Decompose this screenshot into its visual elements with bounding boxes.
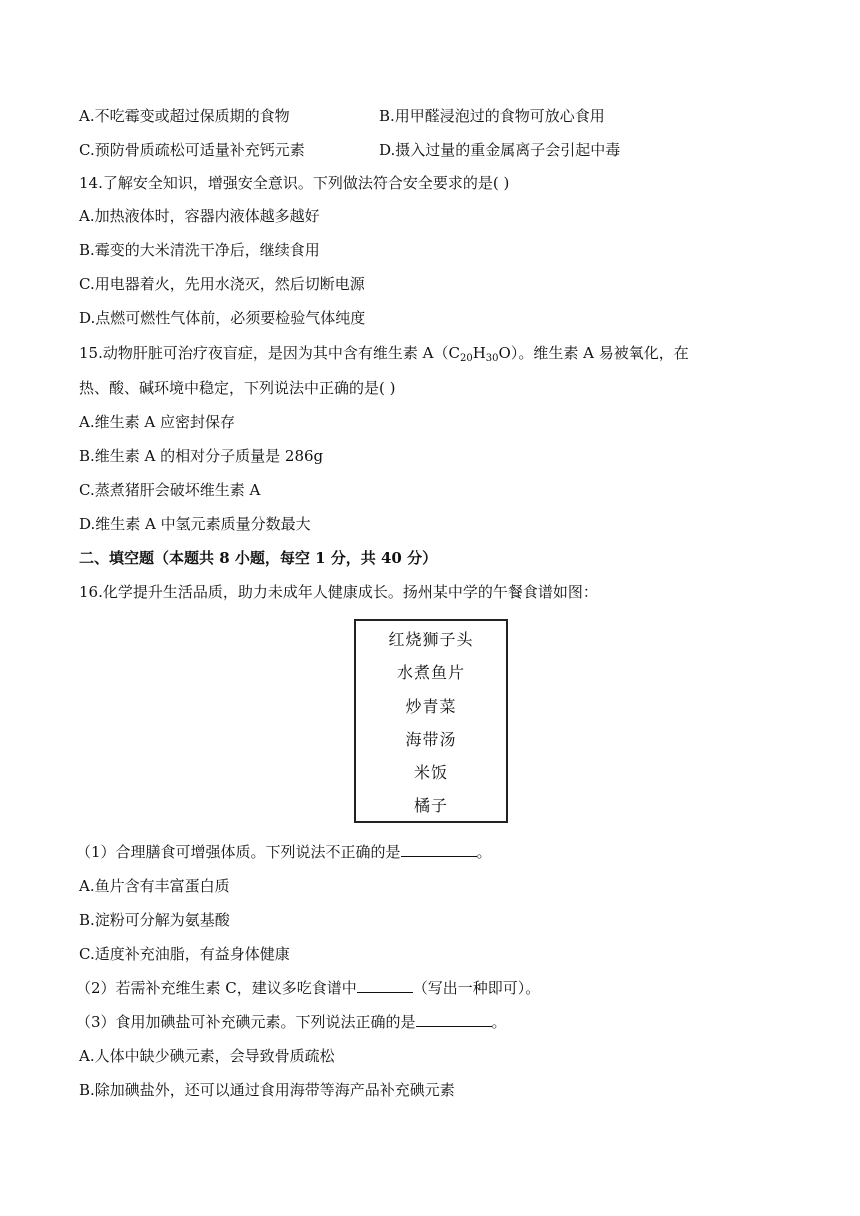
section-title-fill-in: 二、填空题（本题共 8 小题，每空 1 分，共 40 分） [79,549,438,567]
q16-part3 [76,1012,507,1032]
formula-c-subscript: 20 [459,353,473,364]
q15-option-b: B.维生素 A 的相对分子质量是 286g [79,447,324,465]
q14-option-c: C.用电器着火，先用水浇灭，然后切断电源 [79,275,365,293]
q16-part1-option-b: B.淀粉可分解为氨基酸 [79,911,230,929]
q13-option-d: D.摄入过量的重金属离子会引起中毒 [379,141,621,159]
q16-part1 [76,842,492,862]
formula-h-subscript: 30 [485,353,499,364]
menu-item: 海带汤 [405,730,457,749]
q16-part1-end: 。 [476,843,492,861]
formula-c: C [448,344,460,362]
q16-part2 [76,978,540,998]
q15-option-d: D.维生素 A 中氢元素质量分数最大 [79,515,311,533]
q16-part1-option-c: C.适度补充油脂，有益身体健康 [79,945,290,963]
q14-option-b: B.霉变的大米清洗干净后，继续食用 [79,241,320,259]
answer-blank[interactable] [357,978,413,993]
q15-option-c: C.蒸煮猪肝会破坏维生素 A [79,481,261,499]
q16-part2-text: （2）若需补充维生素 C，建议多吃食谱中 [76,979,357,997]
q16-part3-option-a: A.人体中缺少碘元素，会导致骨质疏松 [79,1047,335,1065]
menu-item: 炒青菜 [405,697,457,716]
lunch-menu-box [354,619,508,823]
q15-stem-pre: 15.动物肝脏可治疗夜盲症，是因为其中含有维生素 A（ [79,344,449,362]
menu-item: 橘子 [413,796,448,815]
menu-item: 水煮鱼片 [396,663,465,682]
q16-part3-option-b: B.除加碘盐外，还可以通过食用海带等海产品补充碘元素 [79,1081,455,1099]
q15-option-a: A.维生素 A 应密封保存 [79,413,235,431]
q16-part1-option-a: A.鱼片含有丰富蛋白质 [79,877,230,895]
q16-part2-end: （写出一种即可）。 [412,979,541,997]
menu-item: 米饭 [413,763,448,782]
q16-stem: 16.化学提升生活品质，助力未成年人健康成长。扬州某中学的午餐食谱如图： [79,583,598,601]
q16-part1-text: （1）合理膳食可增强体质。下列说法不正确的是 [76,843,401,861]
answer-blank[interactable] [401,842,477,857]
menu-item: 红烧狮子头 [388,630,474,649]
q16-part3-text: （3）食用加碘盐可补充碘元素。下列说法正确的是 [76,1013,416,1031]
formula-vitamin-a [448,344,510,362]
q13-option-c: C.预防骨质疏松可适量补充钙元素 [79,141,305,159]
q16-part3-end: 。 [491,1013,507,1031]
q15-stem-post: ）。维生素 A 易被氧化，在 [510,344,689,362]
answer-blank[interactable] [416,1012,492,1027]
q14-option-d: D.点燃可燃性气体前，必须要检验气体纯度 [79,309,366,327]
q14-stem: 14.了解安全知识，增强安全意识。下列做法符合安全要求的是( ) [79,174,510,192]
q15-stem-line2: 热、酸、碱环境中稳定，下列说法中正确的是( ) [79,379,396,397]
formula-o: O [498,344,511,362]
q13-option-a: A.不吃霉变或超过保质期的食物 [79,107,290,125]
q14-option-a: A.加热液体时，容器内液体越多越好 [79,207,320,225]
formula-h: H [472,344,486,362]
q15-stem [79,343,689,363]
q13-option-b: B.用甲醛浸泡过的食物可放心食用 [379,107,605,125]
